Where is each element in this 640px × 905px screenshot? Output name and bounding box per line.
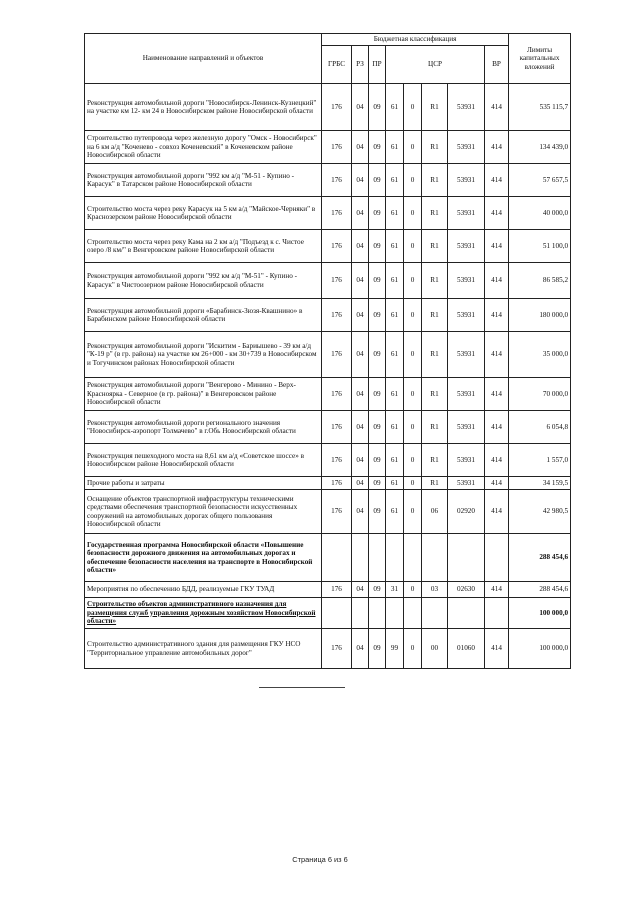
- row-name-text: Реконструкция автомобильной дороги "Новосибирск-Ленинск-Кузнецкий" на участке км 12- км 24 в Новосибирском районе Новосибирской области: [87, 98, 317, 115]
- row-code-c2: 0: [404, 582, 422, 598]
- row-code-c1: 61: [386, 477, 404, 490]
- row-code-c2: 0: [404, 629, 422, 669]
- row-code-pr: 09: [369, 332, 386, 378]
- row-code-c2: 0: [404, 444, 422, 477]
- row-amount: 100 000,0: [509, 629, 571, 669]
- row-name-cell: [85, 477, 322, 490]
- row-code-grbs: 176: [322, 197, 352, 230]
- row-code-c1: 61: [386, 84, 404, 131]
- row-code-pr: 09: [369, 378, 386, 411]
- row-code-grbs: 176: [322, 444, 352, 477]
- table-row: [85, 84, 571, 131]
- row-name-text: Строительство объектов административного назначения для размещения служб управления дорожным хозяйством Новосибирской области»: [87, 600, 316, 626]
- row-amount: 51 100,0: [509, 230, 571, 263]
- row-code-c3: R1: [422, 84, 448, 131]
- row-amount: 86 585,2: [509, 263, 571, 299]
- row-code-pr: 09: [369, 477, 386, 490]
- row-code-c2: 0: [404, 477, 422, 490]
- row-name-text: Реконструкция автомобильной дороги "992 км а/д "М-51 - Купино - Карасук" в Татарском районе Новосибирской области: [87, 171, 295, 188]
- row-code-rz: 04: [352, 197, 369, 230]
- row-code-grbs: 176: [322, 490, 352, 534]
- row-code-c4: 53931: [448, 263, 485, 299]
- row-code-vr: 414: [485, 378, 509, 411]
- row-code-c4: 53931: [448, 131, 485, 164]
- table-row: [85, 332, 571, 378]
- row-code-vr: [485, 598, 509, 629]
- row-code-rz: 04: [352, 131, 369, 164]
- header-pr: ПР: [369, 46, 386, 84]
- row-code-c4: 53931: [448, 230, 485, 263]
- row-code-pr: 09: [369, 131, 386, 164]
- row-code-c3: 03: [422, 582, 448, 598]
- row-amount: 134 439,0: [509, 131, 571, 164]
- row-code-c3: 00: [422, 629, 448, 669]
- row-code-vr: 414: [485, 164, 509, 197]
- row-code-grbs: [322, 598, 352, 629]
- row-code-c4: 01060: [448, 629, 485, 669]
- row-name-cell: [85, 490, 322, 534]
- row-code-rz: 04: [352, 299, 369, 332]
- row-code-c3: R1: [422, 263, 448, 299]
- table-row: [85, 299, 571, 332]
- row-code-c4: 53931: [448, 411, 485, 444]
- row-code-c2: 0: [404, 490, 422, 534]
- table-row: [85, 164, 571, 197]
- row-code-pr: 09: [369, 490, 386, 534]
- row-code-vr: 414: [485, 582, 509, 598]
- row-code-c3: R1: [422, 164, 448, 197]
- row-code-c4: 02920: [448, 490, 485, 534]
- row-code-c2: 0: [404, 378, 422, 411]
- row-code-vr: 414: [485, 411, 509, 444]
- row-code-grbs: 176: [322, 582, 352, 598]
- row-code-pr: 09: [369, 230, 386, 263]
- row-amount: 100 000,0: [509, 598, 571, 629]
- row-code-pr: 09: [369, 164, 386, 197]
- row-amount: 180 000,0: [509, 299, 571, 332]
- table-row: [85, 378, 571, 411]
- row-name-text: Строительство моста через реку Карасук на 5 км а/д "Майское-Черняки" в Краснозерском районе Новосибирской области: [87, 204, 316, 221]
- row-code-rz: 04: [352, 332, 369, 378]
- row-name-text: Реконструкция пешеходного моста на 8,61 км а/д «Советское шоссе» в Новосибирском районе Новосибирской области: [87, 451, 304, 468]
- row-code-c4: 02630: [448, 582, 485, 598]
- row-code-c2: 0: [404, 332, 422, 378]
- row-code-c3: R1: [422, 378, 448, 411]
- row-code-rz: 04: [352, 490, 369, 534]
- row-code-vr: 414: [485, 299, 509, 332]
- row-code-pr: 09: [369, 299, 386, 332]
- row-name-text: Реконструкция автомобильной дороги регионального значения "Новосибирск-аэропорт Толмачево" в г.Обь Новосибирской области: [87, 418, 296, 435]
- row-name-cell: [85, 582, 322, 598]
- row-code-vr: 414: [485, 444, 509, 477]
- row-code-rz: 04: [352, 411, 369, 444]
- row-amount: 40 000,0: [509, 197, 571, 230]
- row-code-grbs: 176: [322, 629, 352, 669]
- row-name-cell: [85, 332, 322, 378]
- row-code-c1: 61: [386, 263, 404, 299]
- row-amount: 288 454,6: [509, 582, 571, 598]
- row-code-c1: 61: [386, 444, 404, 477]
- row-name-text: Государственная программа Новосибирской области «Повышение безопасности дорожного движения на автомобильных дорогах и обеспечение безопасности населения на транспорте в Новосибирской области»: [87, 540, 313, 574]
- row-code-c3: [422, 534, 448, 582]
- row-code-rz: 04: [352, 477, 369, 490]
- row-code-grbs: 176: [322, 332, 352, 378]
- row-amount: 34 159,5: [509, 477, 571, 490]
- row-code-vr: 414: [485, 332, 509, 378]
- row-code-vr: 414: [485, 131, 509, 164]
- row-code-c4: 53931: [448, 164, 485, 197]
- row-name-cell: [85, 598, 322, 629]
- row-name-cell: [85, 299, 322, 332]
- row-code-vr: 414: [485, 197, 509, 230]
- row-code-grbs: 176: [322, 299, 352, 332]
- row-code-c1: [386, 534, 404, 582]
- row-name-cell: [85, 629, 322, 669]
- row-code-c1: 61: [386, 378, 404, 411]
- row-code-pr: 09: [369, 197, 386, 230]
- row-code-pr: 09: [369, 444, 386, 477]
- row-code-c3: 06: [422, 490, 448, 534]
- row-code-rz: 04: [352, 84, 369, 131]
- table-body: [85, 84, 571, 669]
- row-code-grbs: 176: [322, 84, 352, 131]
- row-amount: 42 980,5: [509, 490, 571, 534]
- row-code-pr: 09: [369, 629, 386, 669]
- row-code-vr: 414: [485, 477, 509, 490]
- row-code-vr: 414: [485, 629, 509, 669]
- row-name-cell: [85, 263, 322, 299]
- header-rz: РЗ: [352, 46, 369, 84]
- table-row: [85, 490, 571, 534]
- row-code-c3: R1: [422, 477, 448, 490]
- row-code-vr: 414: [485, 230, 509, 263]
- row-code-c1: 61: [386, 490, 404, 534]
- row-name-text: Строительство административного здания для размещения ГКУ НСО "Территориальное управление автомобильных дорог": [87, 640, 301, 657]
- row-code-c1: 61: [386, 197, 404, 230]
- row-amount: 57 657,5: [509, 164, 571, 197]
- row-name-cell: [85, 164, 322, 197]
- table-row: [85, 534, 571, 582]
- row-name-cell: [85, 411, 322, 444]
- row-code-c3: R1: [422, 299, 448, 332]
- row-code-c1: 61: [386, 131, 404, 164]
- row-code-c3: R1: [422, 230, 448, 263]
- row-code-c4: [448, 534, 485, 582]
- row-amount: 70 000,0: [509, 378, 571, 411]
- row-code-rz: [352, 598, 369, 629]
- row-name-cell: [85, 230, 322, 263]
- row-code-pr: 09: [369, 582, 386, 598]
- row-code-c4: 53931: [448, 197, 485, 230]
- separator-line: [259, 687, 345, 688]
- row-code-grbs: [322, 534, 352, 582]
- row-code-grbs: 176: [322, 477, 352, 490]
- table-row: [85, 230, 571, 263]
- row-code-c4: 53931: [448, 84, 485, 131]
- table-row: [85, 131, 571, 164]
- row-code-vr: [485, 534, 509, 582]
- row-code-c2: [404, 598, 422, 629]
- row-name-text: Реконструкция автомобильной дороги "Венгерово - Минино - Верх-Красноярка - Северное (в гр. района)" в Венгеровском районе Новосибирской области: [87, 381, 296, 407]
- header-capital-limits: Лимиты капитальных вложений: [509, 34, 571, 84]
- row-name-cell: [85, 131, 322, 164]
- page-number: Страница 6 из 6: [292, 855, 348, 864]
- row-code-pr: 09: [369, 263, 386, 299]
- row-code-c3: R1: [422, 131, 448, 164]
- row-name-text: Строительство моста через реку Кама на 2 км а/д "Подъезд к с. Чистое озеро /8 км/" в Венгеровском районе Новосибирской области: [87, 237, 304, 254]
- table-row: [85, 197, 571, 230]
- row-code-vr: 414: [485, 84, 509, 131]
- row-code-c2: 0: [404, 230, 422, 263]
- row-name-cell: [85, 84, 322, 131]
- row-code-vr: 414: [485, 263, 509, 299]
- table-row: [85, 444, 571, 477]
- row-code-c1: 61: [386, 230, 404, 263]
- row-code-c1: [386, 598, 404, 629]
- row-code-c4: 53931: [448, 477, 485, 490]
- row-code-c4: 53931: [448, 332, 485, 378]
- row-amount: 6 054,8: [509, 411, 571, 444]
- row-name-cell: [85, 197, 322, 230]
- row-code-c3: R1: [422, 411, 448, 444]
- row-code-c4: [448, 598, 485, 629]
- row-code-c4: 53931: [448, 378, 485, 411]
- row-amount: 535 115,7: [509, 84, 571, 131]
- row-name-text: Реконструкция автомобильной дороги "Искитим - Бариышево - 39 км а/д "К-19 р" (в гр. района) на участке км 26+000 - км 30+739 в Новосибирском и Тогучинском районах Новосибирской области: [87, 341, 317, 367]
- table-row: [85, 411, 571, 444]
- row-code-c2: 0: [404, 84, 422, 131]
- row-code-pr: 09: [369, 411, 386, 444]
- row-amount: 1 557,0: [509, 444, 571, 477]
- table-row: [85, 263, 571, 299]
- row-code-c3: R1: [422, 444, 448, 477]
- header-csr: ЦСР: [386, 46, 485, 84]
- row-code-pr: [369, 534, 386, 582]
- row-code-rz: 04: [352, 230, 369, 263]
- header-grbs: ГРБС: [322, 46, 352, 84]
- row-name-cell: [85, 444, 322, 477]
- row-code-c1: 99: [386, 629, 404, 669]
- row-code-c2: [404, 534, 422, 582]
- row-code-c2: 0: [404, 411, 422, 444]
- row-code-rz: 04: [352, 164, 369, 197]
- row-name-text: Мероприятия по обеспечению БДД, реализуемые ГКУ ТУАД: [87, 585, 275, 594]
- row-code-c1: 61: [386, 164, 404, 197]
- row-code-rz: 04: [352, 582, 369, 598]
- row-code-rz: 04: [352, 378, 369, 411]
- row-code-c3: R1: [422, 332, 448, 378]
- row-code-grbs: 176: [322, 230, 352, 263]
- header-name-column: Наименование направлений и объектов: [85, 34, 322, 84]
- row-code-c1: 61: [386, 299, 404, 332]
- row-code-c1: 61: [386, 332, 404, 378]
- row-code-c2: 0: [404, 263, 422, 299]
- row-code-c2: 0: [404, 131, 422, 164]
- row-amount: 288 454,6: [509, 534, 571, 582]
- row-code-rz: 04: [352, 444, 369, 477]
- row-code-grbs: 176: [322, 131, 352, 164]
- row-name-cell: [85, 378, 322, 411]
- row-code-c2: 0: [404, 299, 422, 332]
- row-code-c1: 31: [386, 582, 404, 598]
- row-code-vr: 414: [485, 490, 509, 534]
- row-name-cell: [85, 534, 322, 582]
- row-code-rz: 04: [352, 629, 369, 669]
- row-name-text: Оснащение объектов транспортной инфраструктуры техническими средствами обеспечения транспортной безопасности искусственных сооружений на автомобильных дорогах общего пользования Новосибирской области: [87, 494, 298, 528]
- table-row: [85, 629, 571, 669]
- row-code-pr: 09: [369, 84, 386, 131]
- row-code-c3: R1: [422, 197, 448, 230]
- row-code-grbs: 176: [322, 411, 352, 444]
- row-code-pr: [369, 598, 386, 629]
- table-row: [85, 477, 571, 490]
- row-code-c4: 53931: [448, 299, 485, 332]
- row-code-c2: 0: [404, 164, 422, 197]
- header-budget-classification: Бюджетная классификация: [322, 34, 509, 46]
- row-code-grbs: 176: [322, 263, 352, 299]
- budget-table: [84, 33, 571, 669]
- header-vr: ВР: [485, 46, 509, 84]
- row-name-text: Прочие работы и затраты: [87, 478, 165, 487]
- row-code-c1: 61: [386, 411, 404, 444]
- row-code-c4: 53931: [448, 444, 485, 477]
- row-code-c2: 0: [404, 197, 422, 230]
- table-row: [85, 582, 571, 598]
- row-name-text: Строительство путепровода через железную дорогу "Омск - Новосибирск" на 6 км а/д "Коченево - совхоз Коченевский" в Коченевском районе Новосибирской области: [87, 134, 317, 160]
- row-name-text: Реконструкция автомобильной дороги «Барабинск-Зюзя-Квашнино» в Барабинском районе Новосибирской области: [87, 306, 303, 323]
- row-code-rz: 04: [352, 263, 369, 299]
- row-code-grbs: 176: [322, 164, 352, 197]
- row-code-grbs: 176: [322, 378, 352, 411]
- row-amount: 35 000,0: [509, 332, 571, 378]
- row-code-c3: [422, 598, 448, 629]
- row-code-rz: [352, 534, 369, 582]
- table-row: [85, 598, 571, 629]
- row-name-text: Реконструкция автомобильной дороги "992 км а/д "М-51" - Купино - Карасук" в Чистоозерном районе Новосибирской области: [87, 272, 297, 289]
